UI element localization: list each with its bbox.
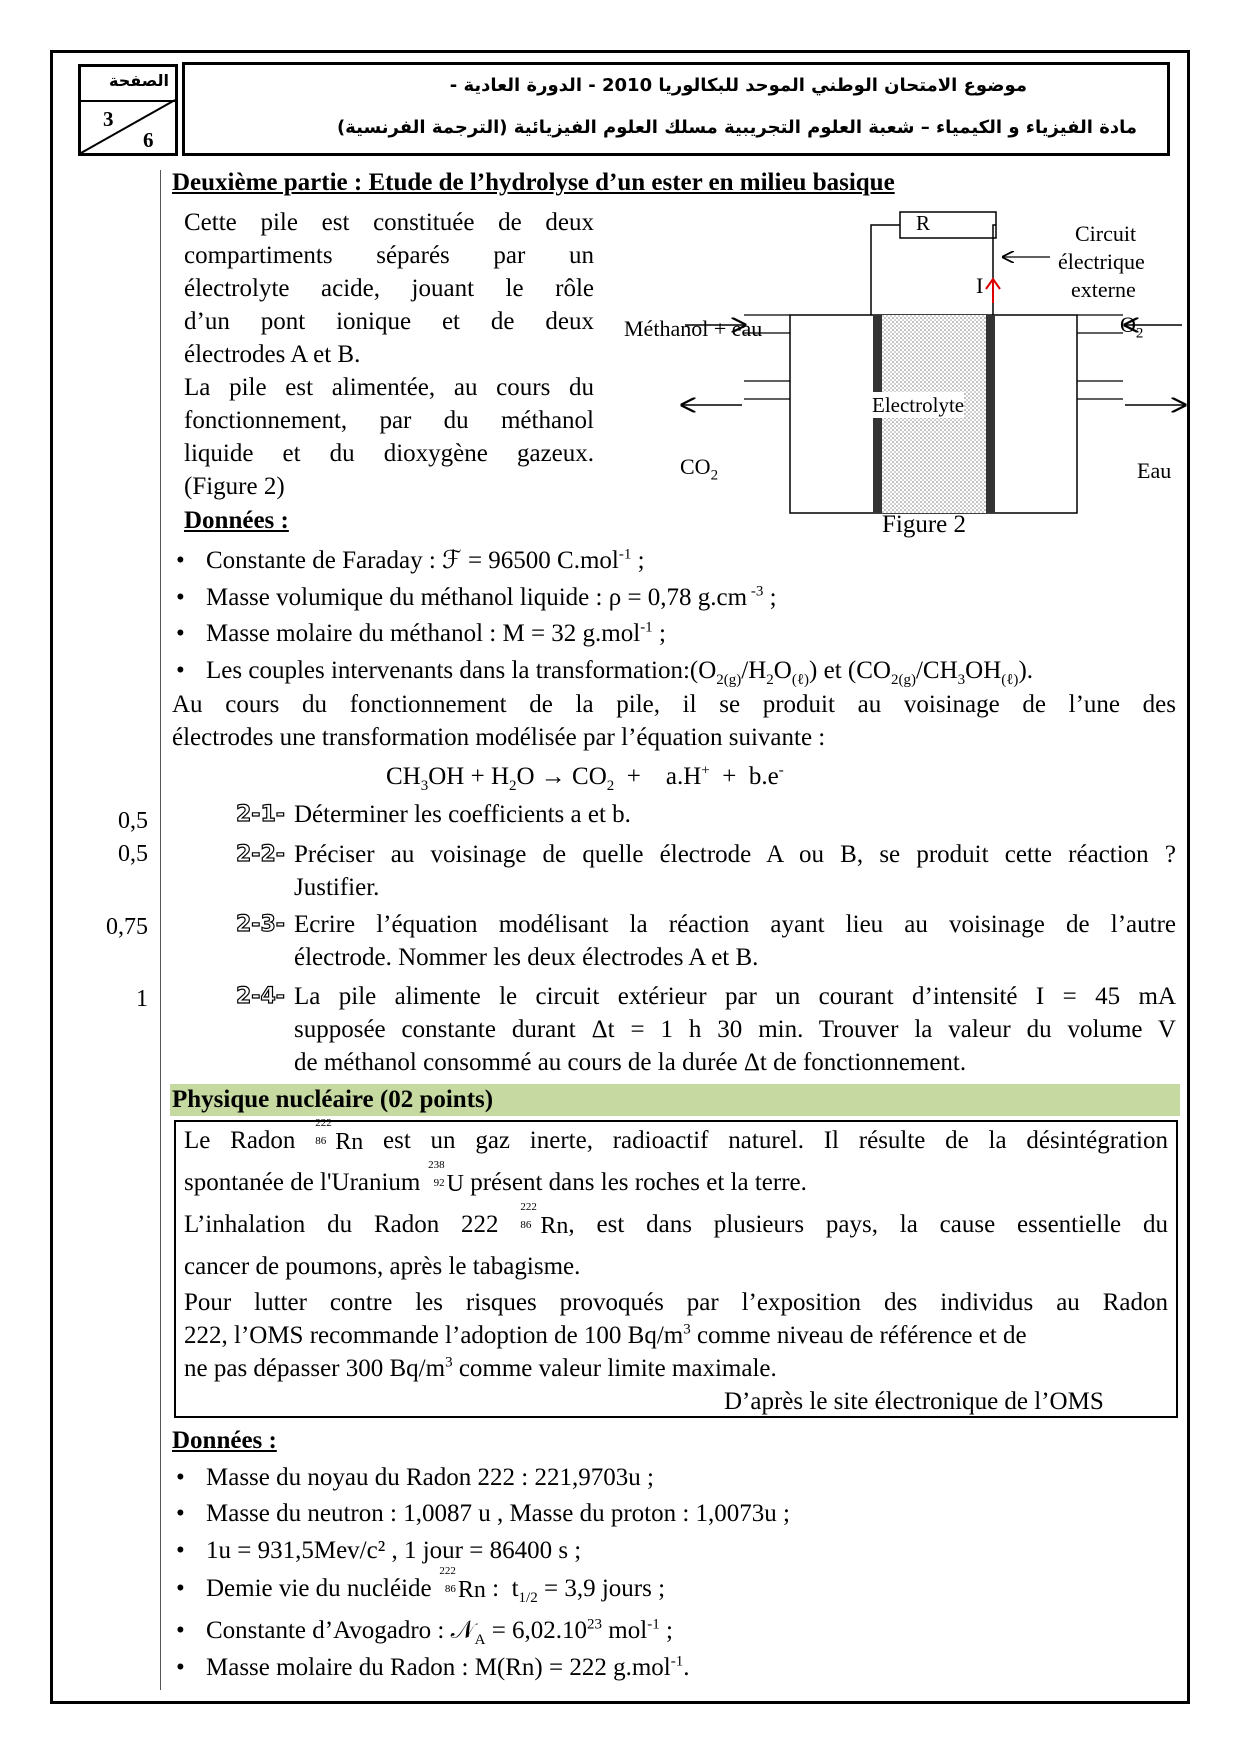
radon-nuclide: 222 86 Rn bbox=[315, 1116, 364, 1155]
question-text: électrode. Nommer les deux électrodes A et B. bbox=[294, 944, 759, 971]
data-molar-mass: • Masse molaire du méthanol : M = 32 g.mol$^{-1}$ ; bbox=[206, 617, 666, 650]
intro-line: fonctionnement, par du méthanol bbox=[184, 407, 594, 434]
co2-label: $CO_2$ bbox=[680, 454, 719, 484]
circuit-label-3: externe bbox=[1071, 277, 1136, 302]
box-line-1: Le Radon 222 86 Rn est un gaz inerte, radioactif naturel. Il résulte de la désintégration bbox=[184, 1124, 1168, 1159]
data-nucleon-masses: • Masse du neutron : 1,0087 u , Masse du proton : 1,0073u ; bbox=[206, 1497, 790, 1530]
data-radon-mass: • Masse du noyau du Radon 222 : 221,9703u ; bbox=[206, 1461, 654, 1494]
radon-nuclide: 222 86 Rn bbox=[439, 1564, 486, 1603]
intro-line: La pile est alimentée, au cours du bbox=[184, 374, 594, 401]
question-text: Préciser au voisinage de quelle électrode A ou B, se produit cette réaction ? bbox=[294, 841, 1176, 868]
water-label: Eau bbox=[1137, 458, 1172, 483]
question-text: Justifier. bbox=[294, 874, 380, 901]
box-line-6: 222, l’OMS recommande l’adoption de 100 $Bq/m^3$ comme niveau de référence et de bbox=[184, 1321, 1027, 1349]
resistor bbox=[900, 212, 996, 238]
question-number: 2-1- bbox=[236, 802, 285, 827]
header-line-2: مادة الفيزياء و الكيمياء – شعبة العلوم التجريبية مسلك العلوم الفيزيائية (الترجمة الفرنسية) bbox=[336, 117, 1137, 138]
nuclear-heading: Physique nucléaire (02 points) bbox=[170, 1084, 1180, 1116]
data-density: • Masse volumique du méthanol liquide : ρ = 0,78 g.cm $^{-3}$ ; bbox=[206, 581, 777, 614]
intro-line: liquide et du dioxygène gazeux. bbox=[184, 440, 594, 467]
score-2-4: 1 bbox=[136, 986, 148, 1012]
paragraph-line: électrodes une transformation modélisée par l’équation suivante : bbox=[172, 724, 826, 751]
exam-header bbox=[182, 62, 1170, 156]
data-half-life: • Demie vie du nucléide 222 86 Rn : $t_{1/2} = 3,9$ jours ; bbox=[206, 1572, 665, 1607]
header-line-1: موضوع الامتحان الوطني الموحد للبكالوريا 2010 - الدورة العادية - bbox=[449, 75, 1027, 96]
question-text: de méthanol consommé au cours de la durée Δt de fonctionnement. bbox=[294, 1049, 967, 1076]
box-line-4: cancer de poumons, après le tabagisme. bbox=[184, 1253, 581, 1280]
page-number-box bbox=[78, 64, 178, 156]
question-text: supposée constante durant Δt = 1 h 30 min. Trouver la valeur du volume V bbox=[294, 1016, 1176, 1043]
box-line-3: L’inhalation du Radon 222 222 86 Rn, est dans plusieurs pays, la cause essentielle du bbox=[184, 1208, 1168, 1243]
current-label: I bbox=[976, 273, 984, 298]
score-2-3: 0,75 bbox=[106, 914, 148, 940]
circuit-label-2: électrique bbox=[1058, 249, 1145, 274]
page-total: 6 bbox=[143, 128, 154, 152]
circuit-label-1: Circuit bbox=[1075, 221, 1137, 246]
question-number: 2-4- bbox=[236, 984, 285, 1009]
data-avogadro: • Constante d’Avogadro : 𝒩$_A$ = $6,02.10^{23}$ mol$^{-1}$ ; bbox=[206, 1614, 673, 1647]
radon-nuclide: 222 86 Rn bbox=[520, 1200, 569, 1239]
question-number: 2-3- bbox=[236, 912, 285, 937]
box-line-2: spontanée de l'Uranium 238 92 U présent dans les roches et la terre. bbox=[184, 1166, 807, 1201]
paragraph-line: Au cours du fonctionnement de la pile, il se produit au voisinage de l’une des bbox=[172, 691, 1176, 718]
question-text: Ecrire l’équation modélisant la réaction ayant lieu au voisinage de l’autre bbox=[294, 911, 1176, 938]
intro-line: compartiments séparés par un bbox=[184, 242, 594, 269]
intro-line: électrodes A et B. bbox=[184, 341, 361, 368]
resistor-label: R bbox=[916, 211, 931, 235]
data-units: • 1u = 931,5Mev/c² , 1 jour = 86400 s ; bbox=[206, 1534, 581, 1567]
question-text: La pile alimente le circuit extérieur par un courant d’intensité I = 45 mA bbox=[294, 983, 1176, 1010]
part2-title: Deuxième partie : Etude de l’hydrolyse d’un ester en milieu basique bbox=[172, 169, 895, 196]
margin-line bbox=[160, 170, 161, 1690]
page-label: الصفحة bbox=[108, 71, 169, 90]
nuclear-donnees-heading: Données : bbox=[172, 1427, 277, 1454]
intro-line: Cette pile est constituée de deux bbox=[184, 209, 594, 236]
intro-line: électrolyte acide, jouant le rôle bbox=[184, 275, 594, 302]
box-line-5: Pour lutter contre les risques provoqués par l’exposition des individus au Radon bbox=[184, 1289, 1168, 1316]
o2-label: $O_2$ bbox=[1120, 312, 1144, 342]
box-line-7: ne pas dépasser 300 $Bq/m^3$ comme valeur limite maximale. bbox=[184, 1354, 777, 1382]
figure-caption: Figure 2 bbox=[882, 511, 967, 538]
source-citation: D’après le site électronique de l’OMS bbox=[724, 1388, 1104, 1415]
page-diagonal bbox=[78, 64, 178, 156]
methanol-label: Méthanol + eau bbox=[624, 316, 763, 341]
data-faraday: • Constante de Faraday : ℱ = 96500 C.mol$^{-1}$ ; bbox=[206, 544, 645, 577]
question-text: Déterminer les coefficients a et b. bbox=[294, 801, 631, 828]
donnees-heading: Données : bbox=[184, 507, 289, 534]
electrode-b bbox=[986, 315, 995, 513]
score-2-2: 0,5 bbox=[118, 841, 148, 867]
data-radon-molar-mass: • Masse molaire du Radon : M(Rn) = 222 g.mol$^{-1}$. bbox=[206, 1651, 690, 1684]
intro-line: (Figure 2) bbox=[184, 473, 285, 500]
electrolyte-label: Electrolyte bbox=[872, 393, 965, 417]
data-couples: • Les couples intervenants dans la $transformation:(O_{2(g)}/H_2O_{(\ell)})$ et $(CO_{2(g)}/CH_3OH_{(\ell)})$. bbox=[206, 654, 1033, 687]
question-number: 2-2- bbox=[236, 842, 285, 867]
wire-left bbox=[871, 225, 900, 315]
score-2-1: 0,5 bbox=[118, 808, 148, 834]
page-current: 3 bbox=[103, 107, 114, 131]
reaction-equation: $CH_3OH + H_2O \to CO_2$ + a.H+ + b.e- bbox=[386, 762, 784, 794]
uranium-nuclide: 238 92 U bbox=[428, 1158, 464, 1197]
intro-line: d’un pont ionique et de deux bbox=[184, 308, 594, 335]
